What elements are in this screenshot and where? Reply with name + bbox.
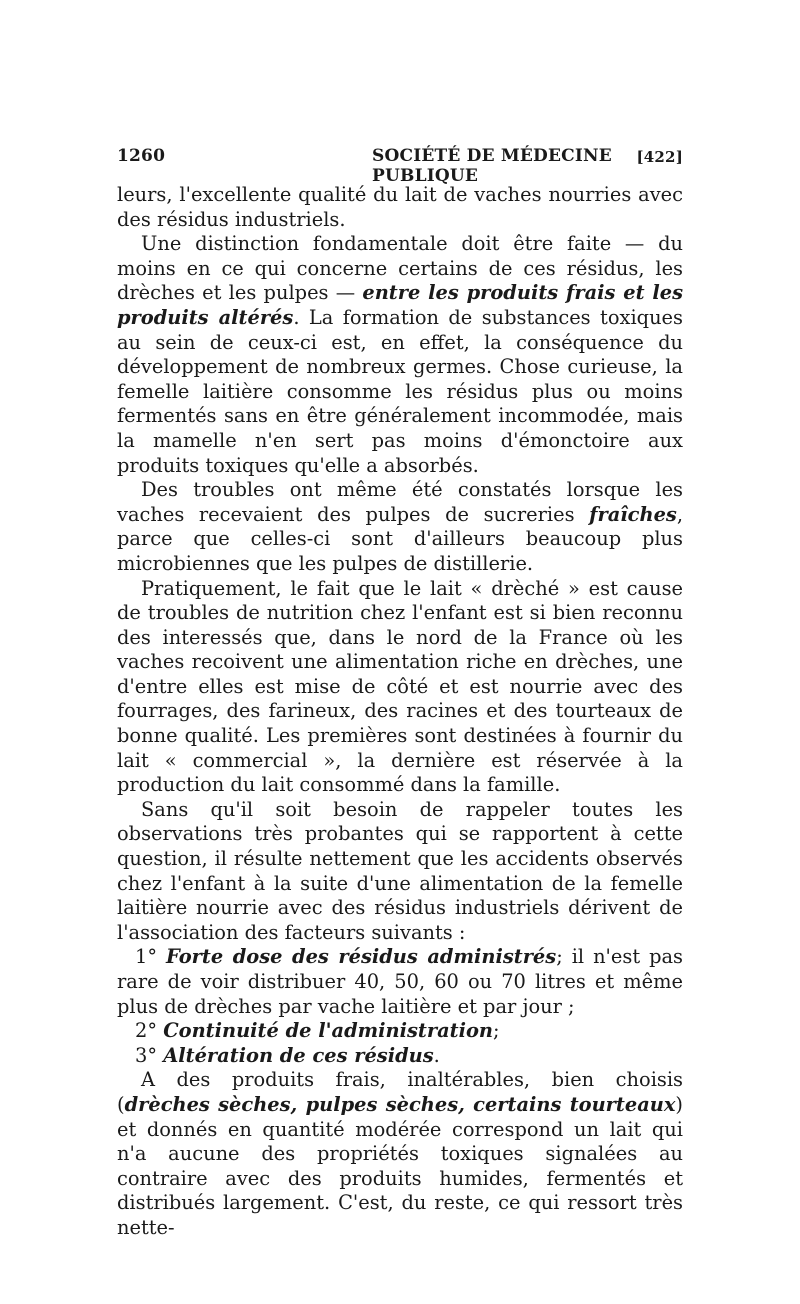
emphasis: Forte dose des résidus administrés: [166, 945, 557, 969]
paragraph: leurs, l'excellente qualité du lait de vaches nourries avec des résidus industriels.: [117, 183, 683, 231]
list-item: 2° Continuité de l'administration;: [135, 1019, 500, 1043]
emphasis: drèches sèches, pulpes sèches, certains tourteaux: [124, 1092, 676, 1116]
running-header: [117, 146, 683, 186]
list-item: 3° Altération de ces résidus.: [135, 1043, 440, 1067]
paragraph: Une distinction fondamentale doit être faite — du moins en ce qui concerne certains de ces résidus, les drèches et les pulpes — entre les produits frais et les produits altérés. La formation de substances toxiques au sein de ceux-ci est, en effet, la conséquence du développement de nombreux germes. Chose curieuse, la femelle laitière consomme les résidus plus ou moins fermentés sans en être généralement incommodée, mais la mamelle n'en sert pas moins d'émonctoire aux produits toxiques qu'elle a absorbés.: [117, 232, 683, 477]
page-number: 1260: [117, 146, 166, 166]
emphasis: entre les produits frais et les produits altérés: [117, 281, 683, 329]
emphasis: Altération de ces résidus: [163, 1043, 434, 1067]
emphasis: Continuité de l'administration: [163, 1019, 494, 1043]
paragraph: Des troubles ont même été constatés lorsque les vaches recevaient des pulpes de sucreries fraîches, parce que celles-ci sont d'ailleurs beaucoup plus microbiennes que les pulpes de distillerie.: [117, 478, 683, 575]
list-item: 1° Forte dose des résidus administrés; il n'est pas rare de voir distribuer 40, 50, 60 ou 70 litres et même plus de drèches par vache laitière et par jour ;: [117, 945, 684, 1018]
original-page-number: [422]: [636, 148, 683, 166]
running-title: SOCIÉTÉ DE MÉDECINE PUBLIQUE: [372, 146, 612, 186]
paragraph: Sans qu'il soit besoin de rappeler toutes les observations très probantes qui se rapportent à cette question, il résulte nettement que les accidents observés chez l'enfant à la suite d'une alimentation de la femelle laitière nourrie avec des résidus industriels dérivent de l'association des facteurs suivants :: [117, 797, 683, 944]
paragraph: A des produits frais, inaltérables, bien choisis (drèches sèches, pulpes sèches, certains tourteaux) et donnés en quantité modérée correspond un lait qui n'a aucune des propriétés toxiques signalées au contraire avec des produits humides, fermentés et distribués largement. C'est, du reste, ce qui ressort très nette-: [117, 1068, 683, 1239]
emphasis: fraîches: [589, 502, 677, 526]
body-text: [117, 183, 683, 1241]
paragraph: Pratiquement, le fait que le lait « drèché » est cause de troubles de nutrition chez l'enfant est si bien reconnu des interessés que, dans le nord de la France où les vaches recoivent une alimentation riche en drèches, une d'entre elles est mise de côté et est nourrie avec des fourrages, des farineux, des racines et des tourteaux de bonne qualité. Les premières sont destinées à fournir du lait « commercial », la dernière est réservée à la production du lait consommé dans la famille.: [117, 576, 683, 797]
